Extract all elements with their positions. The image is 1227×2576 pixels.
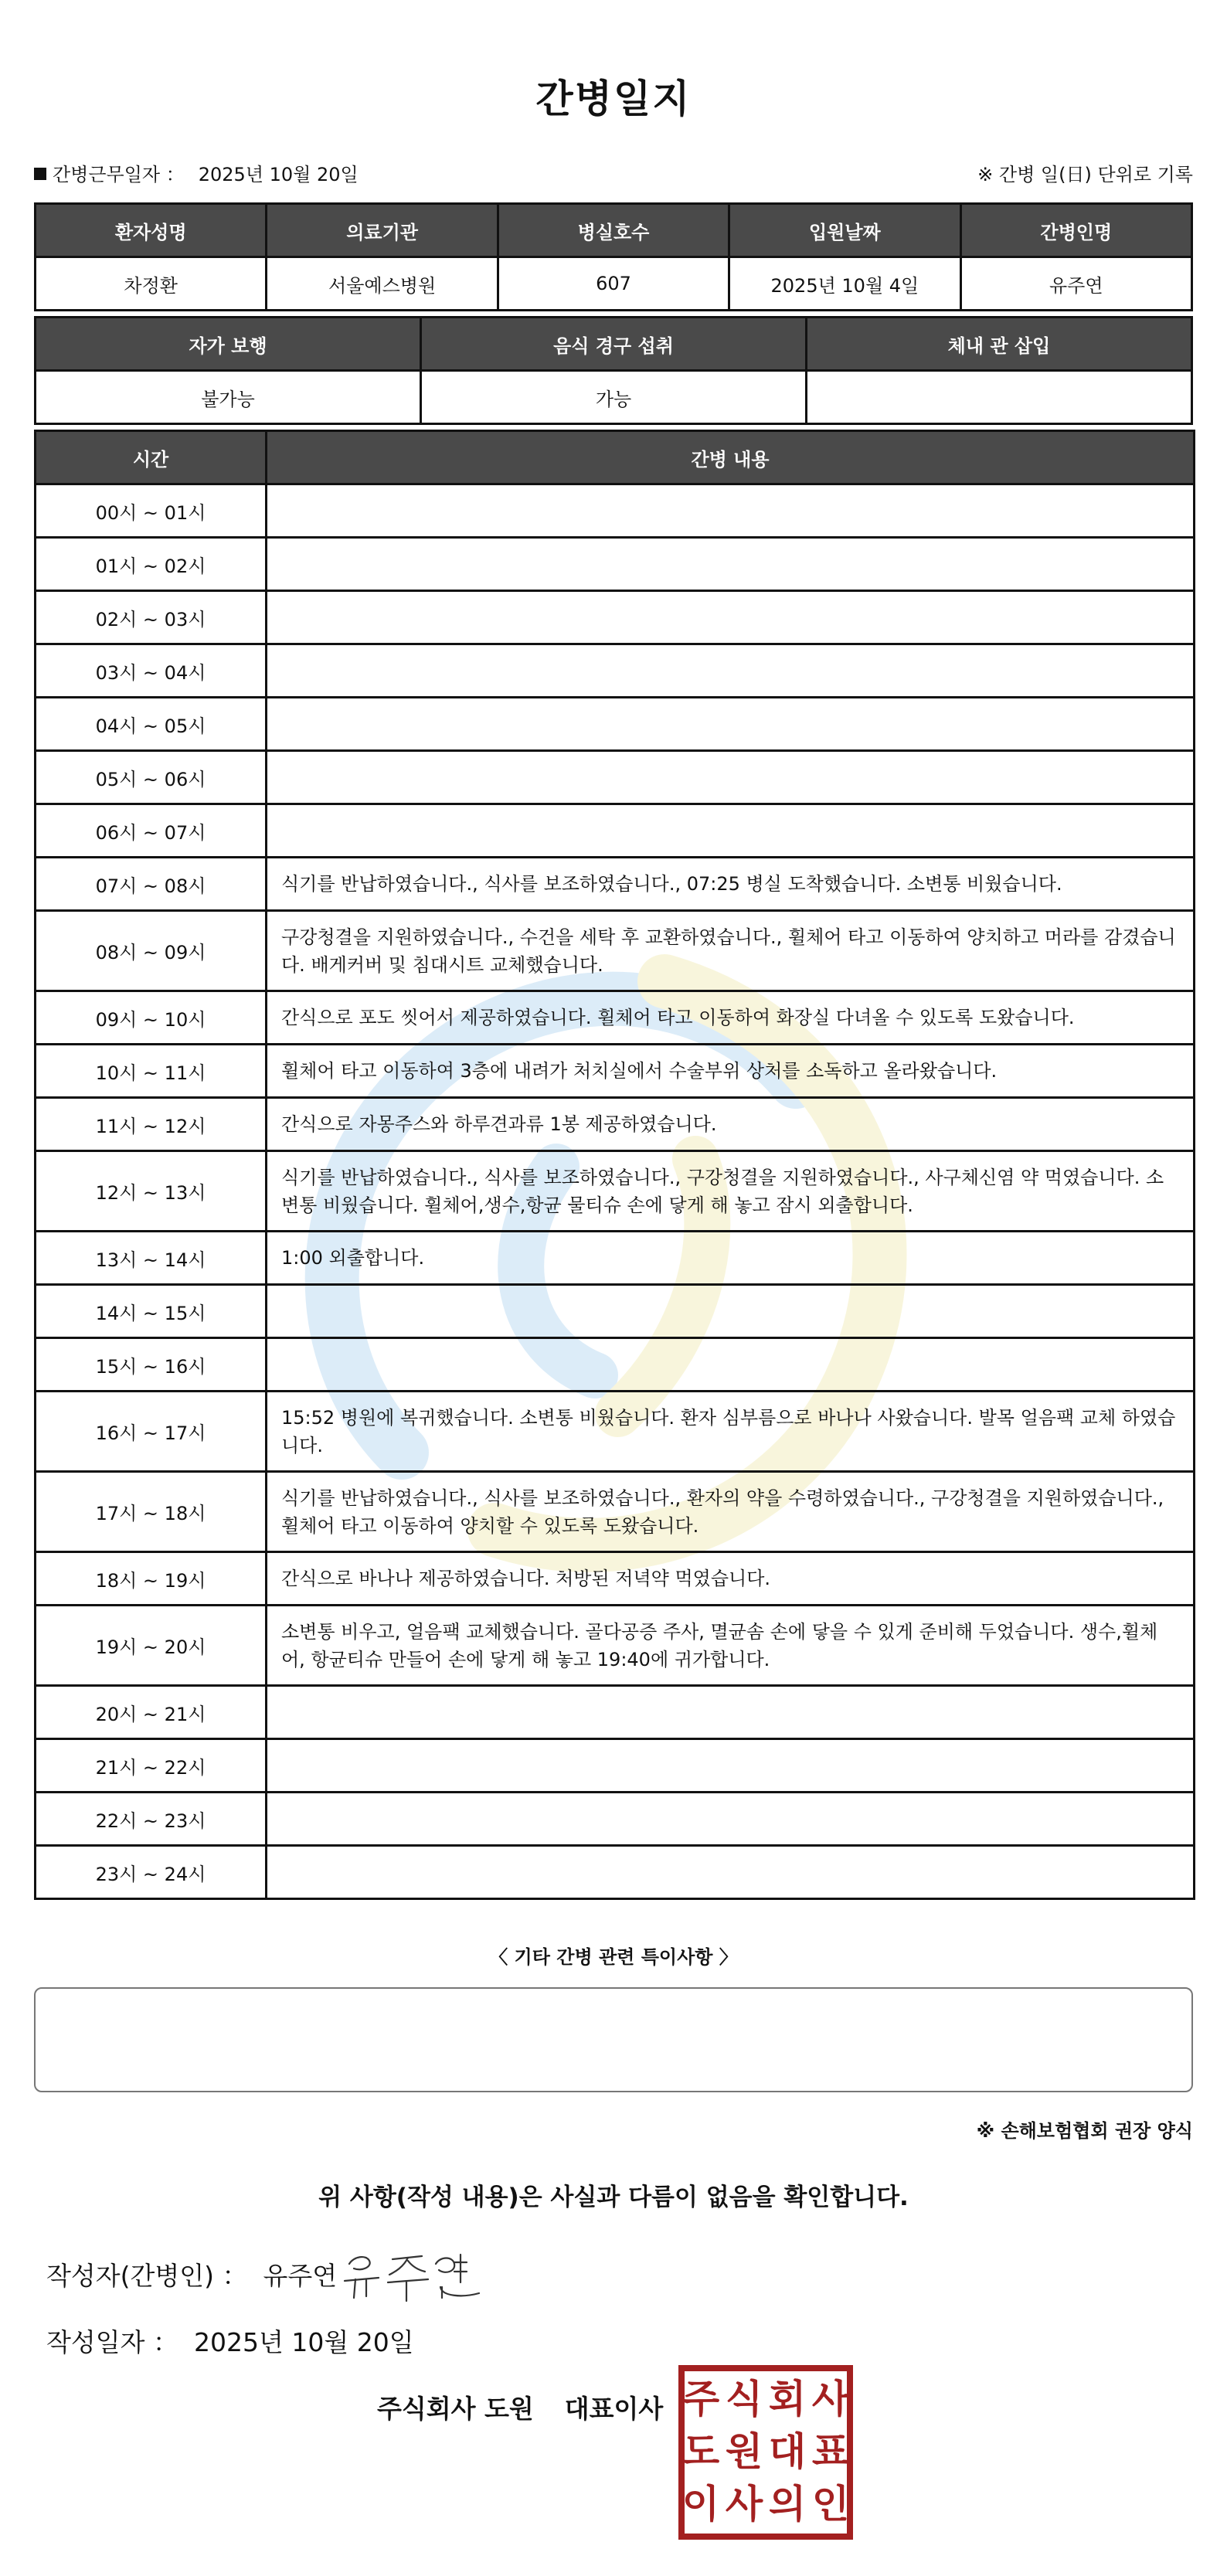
author-name: 유주연	[263, 2261, 338, 2291]
seal-character: 표	[811, 2429, 850, 2474]
work-date-label: 간병근무일자 ：	[53, 164, 185, 185]
care-log-time: 04시 ~ 05시	[36, 698, 267, 751]
seal-character: 사	[811, 2377, 850, 2421]
care-log-content: 소변통 비우고, 얼음팩 교체했습니다. 골다공증 주사, 멸균솜 손에 닿을 수 있게 준비해 두었습니다. 생수,휠체어, 항균티슈 만들어 손에 닿게 해 놓고 19:40에 귀가합니다.	[267, 1606, 1195, 1686]
company-seal-stamp	[678, 2364, 854, 2540]
care-log-content	[267, 1739, 1195, 1793]
care-log-content	[267, 1285, 1195, 1338]
care-log-time: 23시 ~ 24시	[36, 1846, 267, 1899]
write-date-value: 2025년 10월 20일	[194, 2327, 414, 2357]
care-log-time: 09시 ~ 10시	[36, 991, 267, 1045]
care-log-time: 17시 ~ 18시	[36, 1472, 267, 1552]
care-log-content: 식기를 반납하였습니다., 식사를 보조하였습니다., 구강청결을 지원하였습니다., 사구체신염 약 먹였습니다. 소변통 비웠습니다. 휠체어,생수,항균 물티슈 손에 닿게 해 놓고 잠시 외출합니다.	[267, 1151, 1195, 1232]
care-log-row	[36, 751, 1195, 804]
care-log-content	[267, 698, 1195, 751]
care-log-time: 05시 ~ 06시	[36, 751, 267, 804]
care-log-table	[34, 430, 1195, 1900]
header-admission-date: 입원날짜	[729, 204, 960, 257]
care-log-content: 휠체어 타고 이동하여 3층에 내려가 처치실에서 수술부위 상처를 소독하고 올라왔습니다.	[267, 1045, 1195, 1098]
care-log-row	[36, 1846, 1195, 1899]
care-log-time: 00시 ~ 01시	[36, 484, 267, 538]
care-log-row	[36, 858, 1195, 911]
care-log-content	[267, 538, 1195, 591]
header-time: 시간	[36, 431, 267, 484]
document-title: 간병일지	[535, 76, 692, 121]
patient-info-table	[34, 202, 1193, 311]
care-log-time: 11시 ~ 12시	[36, 1098, 267, 1151]
care-log-row	[36, 991, 1195, 1045]
tube-insertion-value	[807, 371, 1192, 424]
care-log-time: 07시 ~ 08시	[36, 858, 267, 911]
author-row	[46, 2256, 337, 2292]
care-log-content	[267, 804, 1195, 858]
caregiver-name: 유주연	[960, 257, 1191, 311]
seal-character: 도	[681, 2429, 720, 2474]
care-log-row	[36, 804, 1195, 858]
care-log-content	[267, 1686, 1195, 1739]
header-room-number: 병실호수	[498, 204, 729, 257]
care-log-content: 간식으로 포도 씻어서 제공하였습니다. 휠체어 타고 이동하여 화장실 다녀올 수 있도록 도왔습니다.	[267, 991, 1195, 1045]
care-log-time: 18시 ~ 19시	[36, 1552, 267, 1606]
care-log-row	[36, 1606, 1195, 1686]
care-log-content	[267, 644, 1195, 698]
care-log-row	[36, 1338, 1195, 1392]
care-log-content	[267, 1846, 1195, 1899]
care-log-time: 02시 ~ 03시	[36, 591, 267, 644]
seal-character: 의	[768, 2482, 807, 2527]
ceo-title: 대표이사	[564, 2394, 664, 2424]
care-log-row	[36, 911, 1195, 991]
care-log-row	[36, 1045, 1195, 1098]
care-log-row	[36, 698, 1195, 751]
header-care-content: 간병 내용	[267, 431, 1195, 484]
write-date-row	[46, 2323, 414, 2359]
notes-title: 〈 기타 간병 관련 특이사항 〉	[489, 1946, 738, 1968]
header-hospital: 의료기관	[267, 204, 498, 257]
write-date-label: 작성일자 ：	[46, 2327, 179, 2357]
care-log-time: 03시 ~ 04시	[36, 644, 267, 698]
care-log-content: 식기를 반납하였습니다., 식사를 보조하였습니다., 07:25 병실 도착했습니다. 소변통 비웠습니다.	[267, 858, 1195, 911]
patient-status-value-row	[36, 371, 1192, 424]
patient-status-table	[34, 316, 1193, 425]
header-caregiver-name: 간병인명	[960, 204, 1191, 257]
care-log-row	[36, 1285, 1195, 1338]
seal-character: 대	[768, 2429, 807, 2474]
admission-date: 2025년 10월 4일	[729, 257, 960, 311]
square-bullet-icon	[34, 168, 46, 180]
care-log-time: 13시 ~ 14시	[36, 1232, 267, 1285]
care-log-row	[36, 591, 1195, 644]
care-log-time: 14시 ~ 15시	[36, 1285, 267, 1338]
hospital-name: 서울예스병원	[267, 257, 498, 311]
header-oral-intake: 음식 경구 섭취	[421, 318, 807, 371]
care-log-content: 간식으로 바나나 제공하였습니다. 처방된 저녁약 먹였습니다.	[267, 1552, 1195, 1606]
author-label: 작성자(간병인) ：	[46, 2261, 248, 2291]
care-log-content	[267, 751, 1195, 804]
seal-character: 원	[725, 2429, 763, 2474]
care-log-row	[36, 1472, 1195, 1552]
care-log-content: 구강청결을 지원하였습니다., 수건을 세탁 후 교환하였습니다., 휠체어 타고 이동하여 양치하고 머라를 감겼습니다. 배게커버 및 침대시트 교체했습니다.	[267, 911, 1195, 991]
room-number: 607	[498, 257, 729, 311]
care-log-content	[267, 1338, 1195, 1392]
confirm-statement: 위 사항(작성 내용)은 사실과 다름이 없음을 확인합니다.	[318, 2183, 909, 2211]
seal-character: 주	[681, 2377, 720, 2421]
seal-character: 회	[768, 2377, 807, 2421]
care-log-row	[36, 1793, 1195, 1846]
care-log-content: 식기를 반납하였습니다., 식사를 보조하였습니다., 환자의 약을 수령하였습니다., 구강청결을 지원하였습니다., 휠체어 타고 이동하여 양치할 수 있도록 도왔습니다.	[267, 1472, 1195, 1552]
patient-status-header-row	[36, 318, 1192, 371]
care-log-row	[36, 538, 1195, 591]
care-log-row	[36, 644, 1195, 698]
patient-info-value-row	[36, 257, 1192, 311]
care-log-time: 08시 ~ 09시	[36, 911, 267, 991]
care-log-time: 22시 ~ 23시	[36, 1793, 267, 1846]
header-tube-insertion: 체내 관 삽입	[807, 318, 1192, 371]
care-log-header-row	[36, 431, 1195, 484]
care-log-row	[36, 484, 1195, 538]
care-log-content	[267, 1793, 1195, 1846]
oral-intake-value: 가능	[421, 371, 807, 424]
seal-character: 사	[725, 2482, 763, 2527]
care-log-time: 19시 ~ 20시	[36, 1606, 267, 1686]
care-log-row	[36, 1739, 1195, 1793]
care-log-time: 06시 ~ 07시	[36, 804, 267, 858]
patient-name: 차정환	[36, 257, 267, 311]
form-note: ※ 손해보험협회 권장 양식	[976, 2120, 1193, 2142]
self-walking-value: 불가능	[36, 371, 421, 424]
seal-character: 식	[725, 2377, 763, 2421]
care-log-content	[267, 591, 1195, 644]
care-log-body	[36, 484, 1195, 1899]
care-log-time: 01시 ~ 02시	[36, 538, 267, 591]
care-log-content: 1:00 외출합니다.	[267, 1232, 1195, 1285]
care-log-time: 10시 ~ 11시	[36, 1045, 267, 1098]
care-log-row	[36, 1686, 1195, 1739]
care-log-row	[36, 1151, 1195, 1232]
company-name: 주식회사 도원	[377, 2394, 534, 2424]
care-log-row	[36, 1392, 1195, 1472]
care-log-row	[36, 1552, 1195, 1606]
patient-info-header-row	[36, 204, 1192, 257]
care-log-content: 15:52 병원에 복귀했습니다. 소변통 비웠습니다. 환자 심부름으로 바나나 사왔습니다. 발목 얼음팩 교체 하였습니다.	[267, 1392, 1195, 1472]
care-log-time: 20시 ~ 21시	[36, 1686, 267, 1739]
care-log-content: 간식으로 자몽주스와 하루견과류 1봉 제공하였습니다.	[267, 1098, 1195, 1151]
unit-note: ※ 간병 일(日) 단위로 기록	[977, 164, 1193, 185]
care-log-time: 16시 ~ 17시	[36, 1392, 267, 1472]
seal-character: 인	[811, 2482, 850, 2527]
header-patient-name: 환자성명	[36, 204, 267, 257]
work-date-row	[34, 159, 359, 186]
header-self-walking: 자가 보행	[36, 318, 421, 371]
notes-box	[34, 1987, 1193, 2092]
care-log-time: 15시 ~ 16시	[36, 1338, 267, 1392]
handwritten-signature	[338, 2241, 493, 2310]
care-log-time: 21시 ~ 22시	[36, 1739, 267, 1793]
care-log-time: 12시 ~ 13시	[36, 1151, 267, 1232]
care-log-row	[36, 1232, 1195, 1285]
care-log-row	[36, 1098, 1195, 1151]
seal-character: 이	[681, 2482, 720, 2527]
company-row	[377, 2389, 663, 2425]
care-log-content	[267, 484, 1195, 538]
work-date-value: 2025년 10월 20일	[198, 164, 359, 185]
